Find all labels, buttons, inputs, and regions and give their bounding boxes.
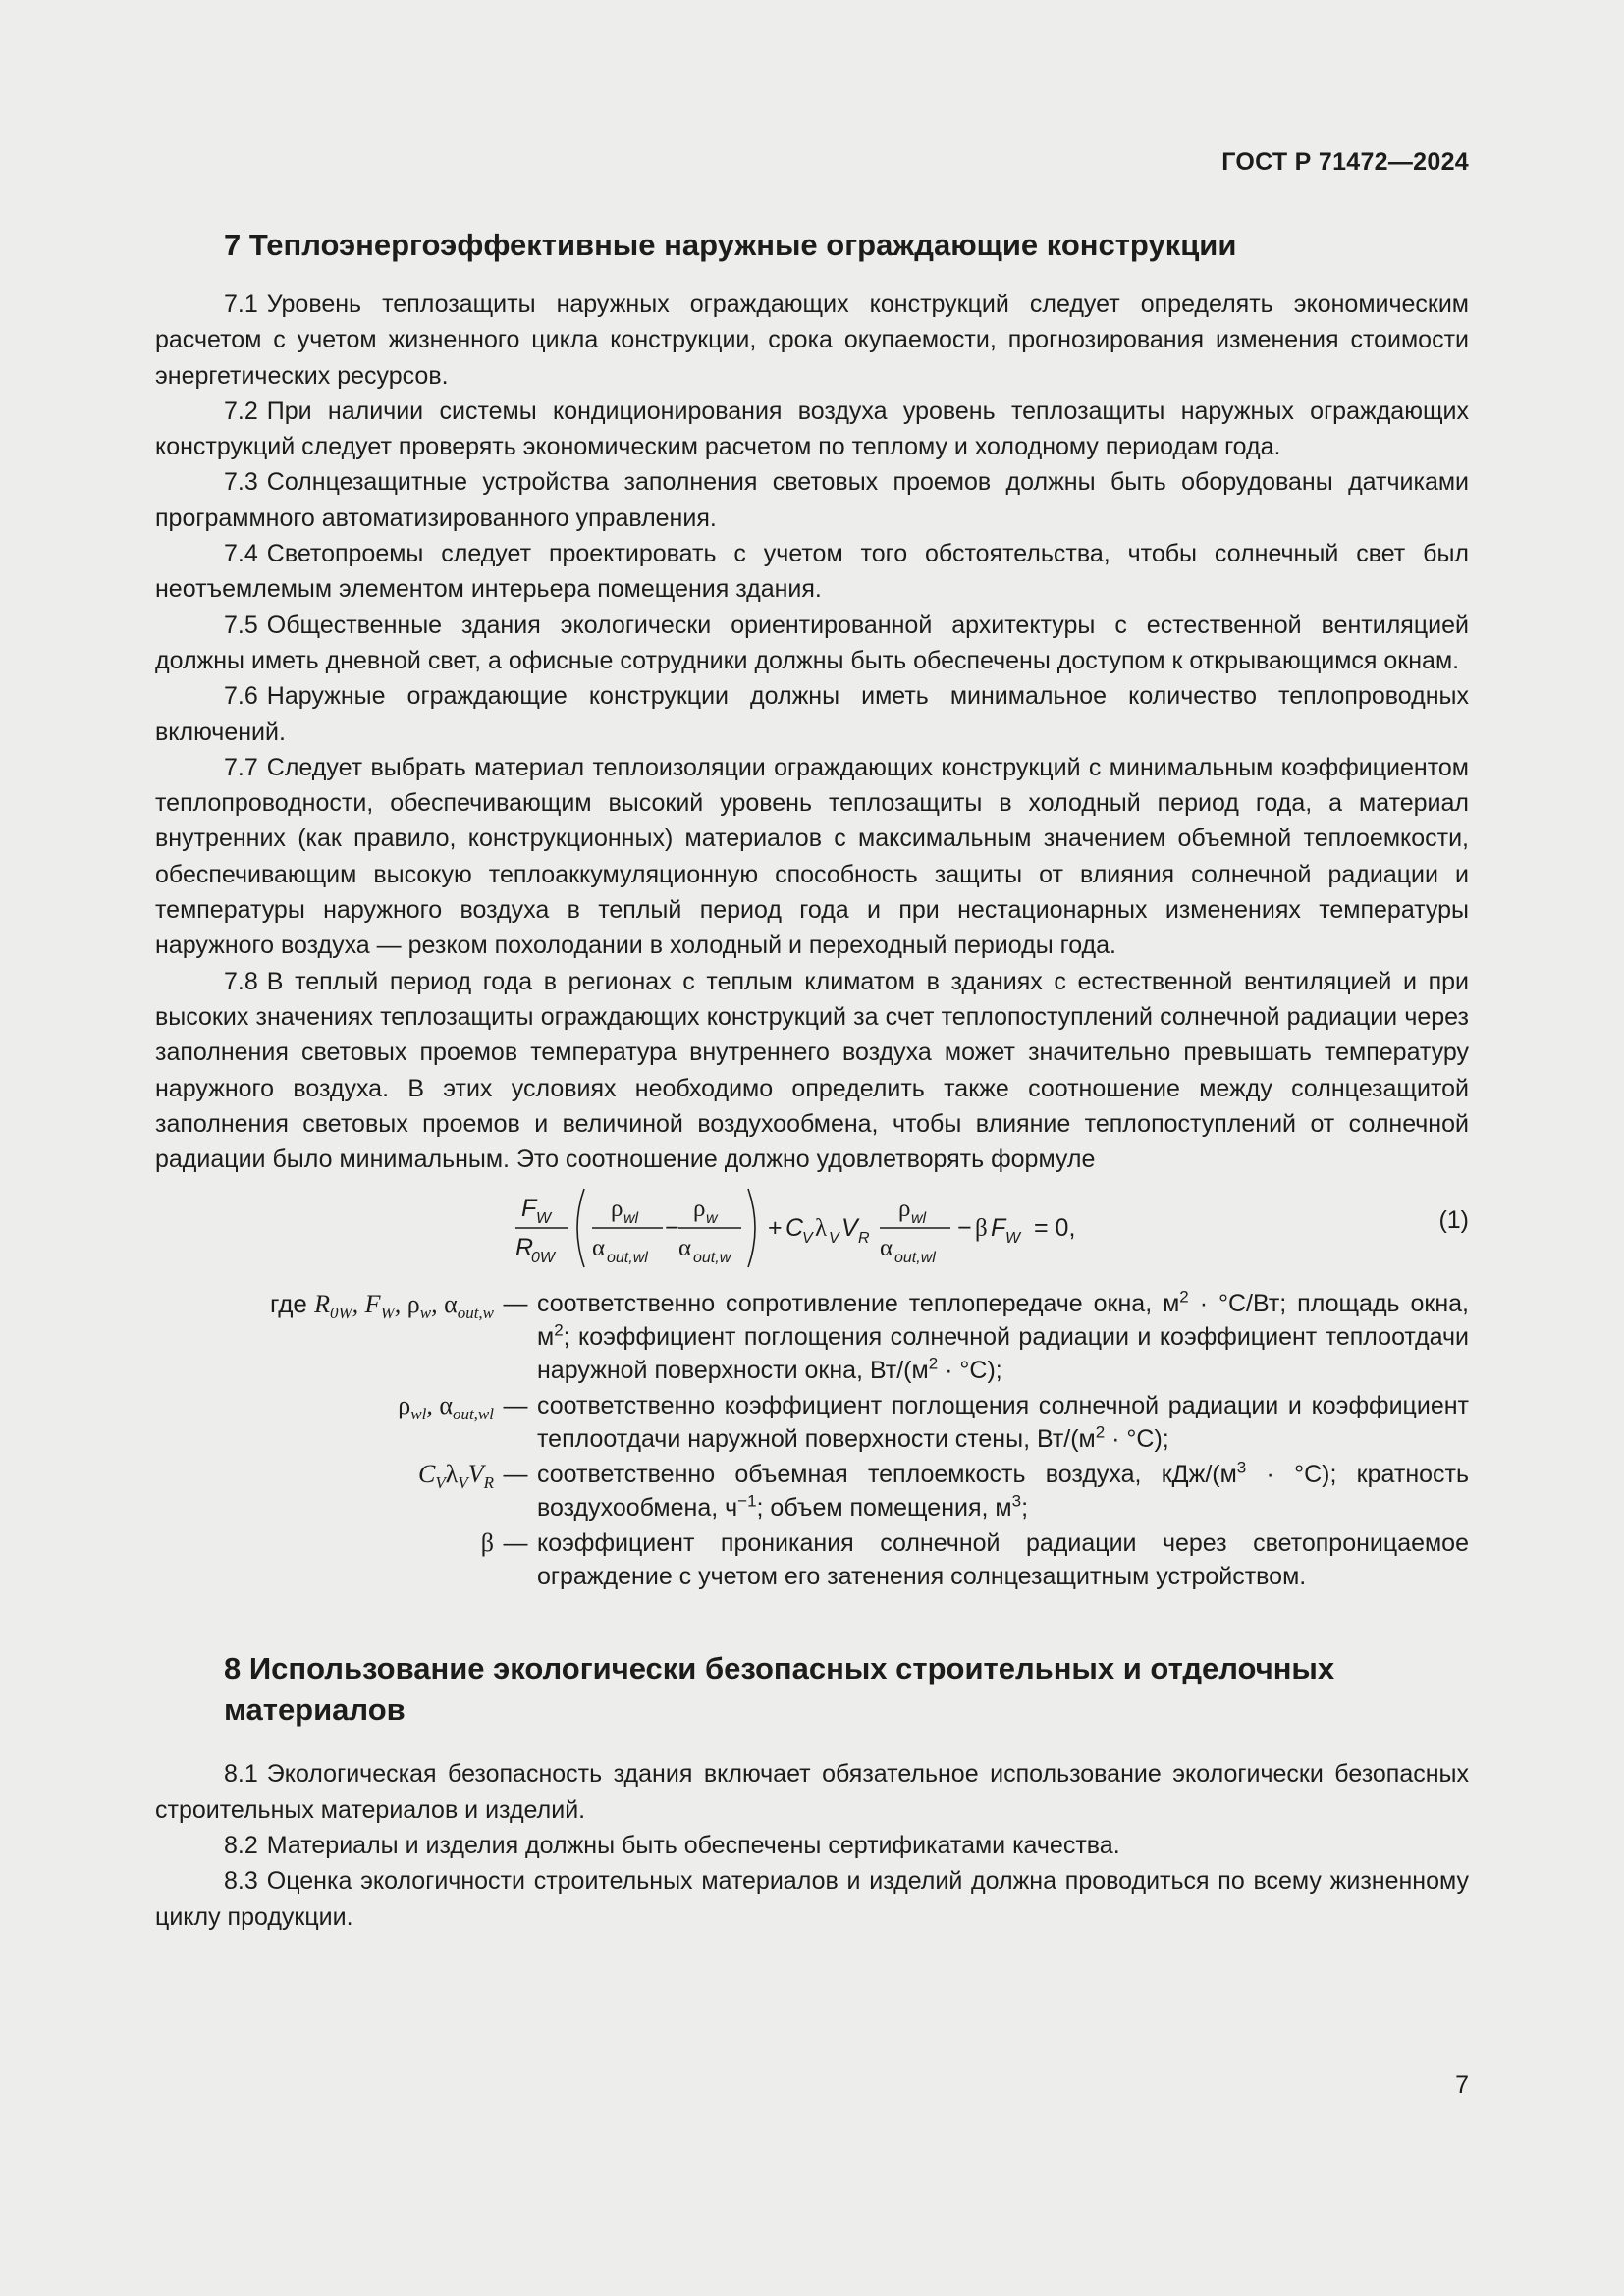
formula-sub-W: W: [536, 1210, 552, 1228]
formula-legend: [155, 1287, 1469, 1593]
clause-number: 7.1: [224, 291, 258, 318]
legend-definition: соответственно объемная теплоемкость воздуха, кДж/$(м^3 \cdot ^\circ С)$; кратность воздухообмена, $ч^{-1}$; объем помещения, $м^3$;: [537, 1459, 1469, 1522]
clause-text: Светопроемы следует проектировать с учетом того обстоятельства, чтобы солнечный свет был неотъемлемым элементом интерьера помещения здания.: [155, 540, 1469, 604]
clause-7-7: [155, 750, 1469, 964]
formula-sub-R: R: [858, 1230, 870, 1248]
clause-number: 8.1: [224, 1760, 258, 1789]
legend-term: $\rho_{wl}$, $\alpha_{out,wl}$: [398, 1391, 494, 1424]
legend-definition: соответственно сопротивление теплопередаче окна, $м^2 \cdot ^\circ С/Вт$; площадь окна, $м^2$; коэффициент поглощения солнечной радиации и коэффициент теплоотдачи наружной поверхности окна, $Вт/(м^2 \cdot ^\circ С)$;: [537, 1288, 1469, 1385]
clause-number: 7.3: [224, 468, 258, 497]
formula-lambda: λ: [815, 1215, 828, 1243]
formula-sub-out-wl: out,wl: [607, 1250, 648, 1267]
section-7-title: 7 Теплоэнергоэффективные наружные ограждающие конструкции: [224, 228, 1237, 262]
section-8-title: 8 Использование экологически безопасных строительных и отделочных материалов: [224, 1651, 1335, 1728]
legend-definition: соответственно коэффициент поглощения солнечной радиации и коэффициент теплоотдачи наружной поверхности стены, $Вт/(м^2 \cdot ^\circ С)$;: [537, 1392, 1469, 1454]
formula-graphic: [514, 1183, 1279, 1273]
clause-text: Экологическая безопасность здания включает обязательное использование экологически безопасных строительных материалов и изделий.: [155, 1760, 1469, 1824]
legend-term: где $R_{0W}$, $F_W$, $\rho_w$, $\alpha_{out,w}$: [269, 1289, 494, 1323]
clause-7-3: [155, 464, 1469, 536]
formula-alpha: α: [678, 1235, 692, 1262]
formula-sub-W: W: [1005, 1230, 1021, 1248]
page-number: 7: [1455, 2071, 1469, 2099]
clause-number: 8.3: [224, 1867, 258, 1896]
clause-7-6: [155, 678, 1469, 750]
clause-number: 7.6: [224, 682, 258, 711]
document-code: ГОСТ Р 71472—2024: [1221, 148, 1469, 176]
legend-row: β — коэффициент проникания солнечной радиации через светопроницаемое ограждение с учетом его затенения солнцезащитным устройством.: [155, 1526, 1469, 1593]
formula-minus: −: [665, 1214, 679, 1243]
clause-7-8: [155, 964, 1469, 1178]
formula-minus: −: [957, 1214, 972, 1243]
formula-C: C: [785, 1214, 804, 1243]
legend-term: $C_V\lambda_VV_R$: [417, 1460, 494, 1493]
formula-sub-0W: 0W: [531, 1250, 555, 1267]
formula-alpha: α: [592, 1235, 606, 1262]
clause-number: 7.7: [224, 753, 258, 781]
clause-text: Материалы и изделия должны быть обеспечены сертификатами качества.: [266, 1832, 1120, 1860]
formula-sub-wl: wl: [911, 1210, 927, 1228]
formula-rho: ρ: [898, 1196, 911, 1223]
formula-1: [155, 1183, 1469, 1273]
clause-number: 8.2: [224, 1832, 258, 1860]
clause-number: 7.4: [224, 540, 258, 568]
clause-text: При наличии системы кондиционирования воздуха уровень теплозащиты наружных ограждающих конструкций следует проверять экономическим расчетом по теплому и холодному периодам года.: [155, 397, 1469, 461]
formula-sub-w: w: [706, 1210, 718, 1228]
formula-V: V: [841, 1214, 858, 1243]
page-content: [155, 224, 1469, 1935]
clause-text: Солнцезащитные устройства заполнения световых проемов должны быть оборудованы датчиками программного автоматизированного управления.: [155, 468, 1469, 532]
clause-8-3: [155, 1863, 1469, 1935]
clause-text: Следует выбрать материал теплоизоляции ограждающих конструкций с минимальным коэффициентом теплопроводности, обеспечивающим высокий уровень теплозащиты в холодный период года, а материал внутренних (как правило, конструкционных) материалов с максимальным значением объемной теплоемкости, обеспечивающим высокую теплоаккумуляционную способность защиты от влияния солнечной радиации и температуры наружного воздуха в теплый период года и при нестационарных изменениях температуры наружного воздуха — резком похолодании в холодный и переходный периоды года.: [155, 753, 1469, 960]
formula-plus: +: [768, 1214, 783, 1243]
clause-text: В теплый период года в регионах с теплым климатом в зданиях с естественной вентиляцией и при высоких значениях теплозащиты ограждающих конструкций за счет теплопоступлений солнечной радиации через заполнения световых проемов температура внутреннего воздуха может значительно превышать температуру наружного воздуха. В этих условиях необходимо определить также соотношение между солнцезащитой заполнения световых проемов и величиной воздухообмена, чтобы влияние теплопоступлений от солнечной радиации было минимальным. Это соотношение должно удовлетворять формуле: [155, 967, 1469, 1174]
clause-8-2: [155, 1828, 1469, 1863]
clause-7-1: [155, 287, 1469, 394]
formula-beta: β: [975, 1215, 988, 1243]
clause-7-5: [155, 608, 1469, 679]
formula-rho: ρ: [693, 1196, 706, 1223]
right-paren: [748, 1189, 755, 1267]
legend-row: $C_V\lambda_VV_R$ — соответственно объемная теплоемкость воздуха, кДж/$(м^3 \cdot ^\circ С)$; кратность воздухообмена, $ч^{-1}$; объем помещения, $м^3$;: [155, 1458, 1469, 1524]
clause-text: Оценка экологичности строительных материалов и изделий должна проводиться по всему жизненному циклу продукции.: [155, 1867, 1469, 1931]
equation-number: (1): [1438, 1206, 1469, 1235]
clause-number: 7.2: [224, 397, 258, 425]
clause-7-4: [155, 536, 1469, 608]
legend-row: где $R_{0W}$, $F_W$, $\rho_w$, $\alpha_{out,w}$ — соответственно сопротивление теплопередаче окна, $м^2 \cdot ^\circ С/Вт$; площадь окна, $м^2$; коэффициент поглощения солнечной радиации и коэффициент теплоотдачи наружной поверхности окна, $Вт/(м^2 \cdot ^\circ С)$;: [155, 1287, 1469, 1387]
formula-sub-out-wl: out,wl: [894, 1250, 936, 1267]
formula-sub-out-w: out,w: [693, 1250, 731, 1267]
clause-text: Уровень теплозащиты наружных ограждающих конструкций следует определять экономическим расчетом с учетом жизненного цикла конструкции, срока окупаемости, прогнозирования изменения стоимости энергетических ресурсов.: [155, 291, 1469, 390]
formula-rho: ρ: [611, 1196, 623, 1223]
formula-sub-V: V: [829, 1230, 839, 1248]
formula-sub-wl: wl: [623, 1210, 639, 1228]
legend-row: $\rho_{wl}$, $\alpha_{out,wl}$ — соответственно коэффициент поглощения солнечной радиации и коэффициент теплоотдачи наружной поверхности стены, $Вт/(м^2 \cdot ^\circ С)$;: [155, 1389, 1469, 1456]
legend-definition: коэффициент проникания солнечной радиации через светопроницаемое ограждение с учетом его затенения солнцезащитным устройством.: [537, 1529, 1469, 1591]
formula-sub-V: V: [802, 1230, 813, 1248]
formula-F: F: [521, 1195, 537, 1223]
formula-F: F: [991, 1214, 1006, 1243]
clause-text: Общественные здания экологически ориентированной архитектуры с естественной вентиляцией должны иметь дневной свет, а офисные сотрудники должны быть обеспечены доступом к открывающимся окнам.: [155, 611, 1469, 674]
clause-number: 7.8: [224, 967, 258, 995]
clause-8-1: [155, 1756, 1469, 1828]
left-paren: [577, 1189, 584, 1267]
clause-7-2: [155, 394, 1469, 465]
formula-equals: = 0,: [1034, 1214, 1076, 1243]
formula-R: R: [515, 1234, 534, 1262]
formula-alpha: α: [880, 1235, 893, 1262]
legend-term: β: [480, 1528, 494, 1558]
clause-text: Наружные ограждающие конструкции должны иметь минимальное количество теплопроводных включений.: [155, 682, 1469, 746]
clause-number: 7.5: [224, 611, 258, 639]
